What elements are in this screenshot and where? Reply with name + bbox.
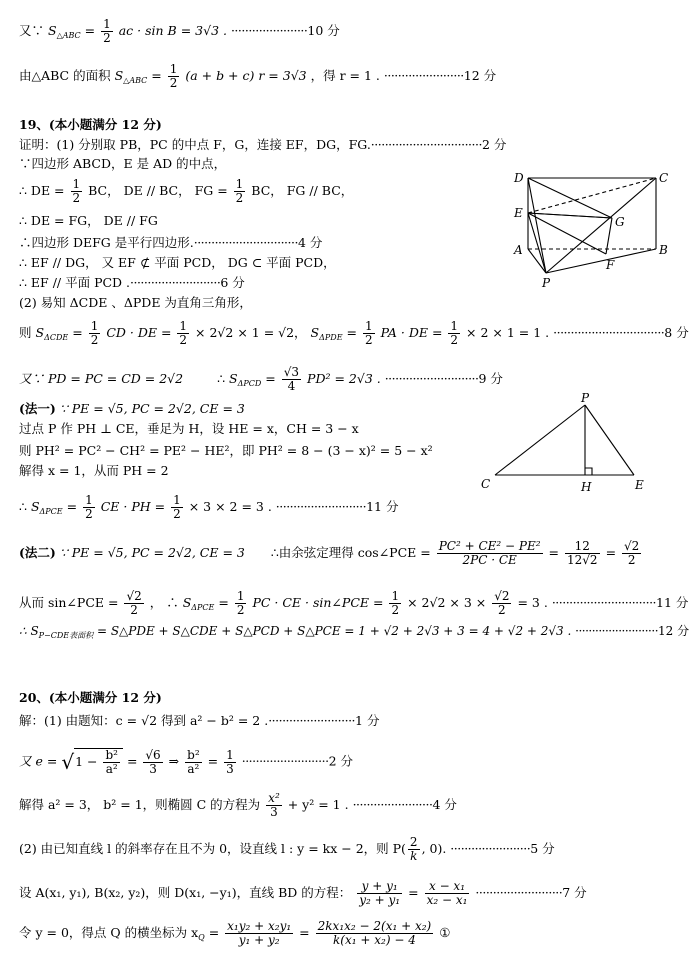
q19-line: (2) 易知 ΔCDE 、ΔPDE 为直角三角形， (19, 295, 252, 310)
label-F: F (606, 258, 615, 272)
q19-heading: 19、(本小题满分 12 分) (19, 117, 162, 132)
label-C2: C (481, 477, 491, 491)
q19-line: ∵四边形 ABCD，E 是 AD 的中点， (19, 156, 227, 171)
label-P2: P (581, 391, 590, 405)
method1-line: 则 PH² = PC² − CH² = PE² − HE²，即 PH² = 8 − (3 − x)² = 5 − x² (19, 443, 433, 458)
label-H: H (581, 480, 592, 494)
q20-line: 设 A(x₁, y₁), B(x₂, y₂)，则 D(x₁, −y₁)，直线 BD 的方程： $\frac{\text{y + y₁}}{\text{y₂ + y₁}}$ = $\frac{\text{x − x₁}}{\text{x₂ − x₁}}$ ·························7 分 (19, 879, 587, 907)
q19-area-line: 则 $S_{\Delta CDE}$ = $\frac{1}{2}$ CD · DE = $\frac{1}{2}$ × 2√2 × 1 = √2， $S_{\Delta PDE}$ = $\frac{1}{2}$ PA · DE = $\frac{1}{2}$ × 2 × 1 = 1 . ································8 分 (19, 319, 689, 347)
label-C: C (659, 171, 669, 185)
q20-line: 令 y = 0，得点 Q 的横坐标为 $x_Q$ = $\frac{\text{x₁y₂ + x₂y₁}}{\text{y₁ + y₂}}$ = $\frac{\text{2kx₁x₂ − 2(x₁ + x₂)}}{\text{k(x₁ + x₂) − 4}}$ ① (19, 919, 451, 947)
solid-figure (508, 168, 680, 293)
label-E: E (514, 206, 523, 220)
label-B: B (659, 243, 668, 257)
q19-line: ∴四边形 DEFG 是平行四边形.······························4 分 (19, 235, 323, 250)
method1-line: (法一) ∵ PE = √5, PC = 2√2, CE = 3 (19, 401, 245, 416)
label-E2: E (635, 478, 644, 492)
q19-line: ∴ EF // DG， 又 EF ⊄ 平面 PCD， DG ⊂ 平面 PCD， (19, 255, 336, 270)
frac-half: $\frac{1}{2}$ (103, 17, 111, 45)
method2-total-line: ∴ $S_{P-CDE表面积}$ = S△PDE + S△CDE + S△PCD + S△PCE = 1 + √2 + 2√3 + 3 = 4 + √2 + 2√3 . ·························12 分 (19, 624, 690, 640)
q19-pcd-line: 又∵ PD = PC = CD = 2√2 ∴ $S_{\Delta PCD}$ = $\frac{√3}{4}$ PD² = 2√3 . ···························9 分 (19, 365, 503, 393)
method2-line: (法二) ∵ PE = √5, PC = 2√2, CE = 3 ∴由余弦定理得 cos∠PCE = $\frac{\text{PC² + CE² − PE²}}{2PC \cdot CE}$ = $\frac{12}{12√2}$ = $\frac{√2}{2}$ (19, 539, 640, 567)
label-G: G (615, 215, 625, 229)
q20-line: 又 e = √1 − $\frac{\text{b²}}{\text{a²}}$ = $\frac{√6}{3}$ ⇒ $\frac{\text{b²}}{\text{a²}}$ = $\frac{1}{3}$ ·························2 分 (19, 747, 353, 776)
q20-line: 解得 a² = 3， b² = 1，则椭圆 C 的方程为 $\frac{\text{x²}}{3}$ + y² = 1 . ·······················4 分 (19, 791, 457, 819)
triangle-figure (475, 388, 660, 496)
method1-line: 解得 x = 1，从而 PH = 2 (19, 463, 169, 478)
label-D: D (514, 171, 524, 185)
area-formula-line: 又∵ $S_{\triangle ABC}$ = $\frac{1}{2}$ ac · sin B = 3√3 . ······················10 分 (19, 17, 340, 45)
q20-line: 解：(1) 由题知：c = √2 得到 a² − b² = 2 .·························1 分 (19, 713, 380, 728)
label-A: A (514, 243, 523, 257)
q20-heading: 20、(本小题满分 12 分) (19, 690, 162, 705)
method1-line: 过点 P 作 PH ⊥ CE，垂足为 H，设 HE = x，CH = 3 − x (19, 421, 359, 436)
q19-line: ∴ EF // 平面 PCD .··························6 分 (19, 275, 245, 290)
q20-line: (2) 由已知直线 l 的斜率存在且不为 0，设直线 l : y = kx − 2，则 P( $\frac{2}{k}$ , 0). ·······················5 分 (19, 835, 555, 863)
method1-line: ∴ $S_{\Delta PCE}$ = $\frac{1}{2}$ CE · PH = $\frac{1}{2}$ × 3 × 2 = 3 . ··························11 分 (19, 493, 399, 521)
inradius-line: 由△ABC 的面积 $S_{\triangle ABC}$ = $\frac{1}{2}$ (a + b + c) r = 3√3 ，得 r = 1 . ·······················12 分 (19, 62, 497, 90)
q19-line: 证明：(1) 分别取 PB，PC 的中点 F，G，连接 EF，DG，FG.································2 分 (19, 137, 507, 152)
label-P: P (542, 276, 551, 290)
q19-line: ∴ DE = FG， DE // FG (19, 213, 158, 228)
q19-line: ∴ DE = $\frac{1}{2}$ BC， DE // BC， FG = $\frac{1}{2}$ BC， FG // BC， (19, 177, 354, 205)
method2-line: 从而 sin∠PCE = $\frac{√2}{2}$ ， ∴ $S_{\Delta PCE}$ = $\frac{1}{2}$ PC · CE · sin∠PCE = $\frac{1}{2}$ × 2√2 × 3 × $\frac{√2}{2}$ = 3 . ······························11 分 (19, 589, 689, 617)
